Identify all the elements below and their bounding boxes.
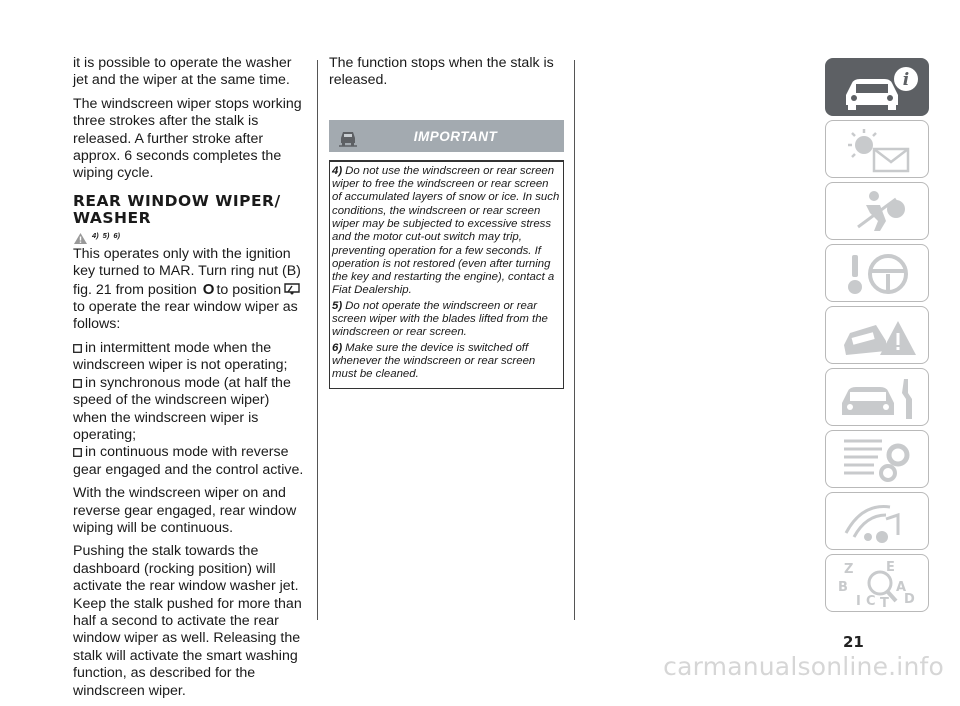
list-item-text: in synchronous mode (at half the speed of the windscreen wiper) when the windscreen wiper is operating;: [73, 374, 291, 443]
airbag-safety-icon: [836, 187, 920, 237]
svg-text:I: I: [856, 594, 861, 609]
note-text: Make sure the device is switched off whenever the windscreen or rear screen must be cleaned.: [332, 341, 536, 381]
paragraph: The function stops when the stalk is released.: [329, 55, 554, 89]
list-item: [73, 340, 305, 375]
tab-index[interactable]: [825, 554, 929, 612]
paragraph: The windscreen wiper stops working three strokes after the stalk is released. A further stroke after approx. 6 seconds completes the wiping cycle.: [73, 95, 302, 182]
svg-text:E: E: [886, 560, 895, 575]
bullet-list: [73, 340, 305, 479]
tab-warning-lights[interactable]: [825, 120, 929, 178]
rear-wiper-icon: [283, 282, 301, 296]
bullet-icon: [73, 344, 82, 353]
important-header: [329, 120, 564, 152]
svg-text:A: A: [896, 580, 907, 595]
note-item: [332, 342, 561, 382]
index-icon: [836, 559, 920, 609]
page-number: 21: [843, 633, 864, 651]
important-title: IMPORTANT: [413, 128, 498, 144]
multimedia-icon: [836, 497, 920, 547]
svg-text:i: i: [902, 70, 910, 90]
tab-maintenance[interactable]: [825, 368, 929, 426]
tab-car-info[interactable]: [825, 58, 929, 116]
watermark-text: carmanualsonline.info: [663, 652, 944, 681]
column-divider: [574, 60, 575, 620]
paragraph: [73, 246, 305, 334]
ref-5[interactable]: 5): [102, 231, 110, 241]
warning-lights-icon: [836, 125, 920, 175]
important-notes: [329, 160, 564, 389]
note-item: [332, 300, 561, 340]
key-steering-icon: [836, 249, 920, 299]
list-item-text: in continuous mode with reverse gear engaged and the control active.: [73, 444, 304, 478]
tab-technical-data[interactable]: [825, 430, 929, 488]
warning-icon: [73, 232, 88, 245]
tab-emergency[interactable]: [825, 306, 929, 364]
column-divider: [317, 60, 318, 620]
bullet-icon: [73, 448, 82, 457]
section-heading: REAR WINDOW WIPER/ WASHER: [73, 191, 281, 227]
svg-text:Z: Z: [844, 562, 854, 577]
car-maintenance-icon: [836, 373, 920, 423]
ref-4[interactable]: 4): [92, 231, 99, 241]
left-column: [73, 55, 305, 706]
svg-text:C: C: [866, 594, 876, 609]
emergency-icon: [836, 311, 920, 361]
text: to position: [216, 281, 282, 298]
paragraph: it is possible to operate the washer jet and the wiper at the same time.: [73, 55, 292, 89]
note-number: 5): [332, 299, 343, 312]
svg-text:B: B: [838, 580, 848, 595]
tab-multimedia[interactable]: [825, 492, 929, 550]
text: to operate the rear window wiper as follows:: [73, 299, 298, 333]
position-o-symbol: O: [202, 280, 215, 298]
tab-starting-driving[interactable]: [825, 244, 929, 302]
car-info-icon: [836, 63, 920, 113]
ref-6[interactable]: 6): [113, 231, 121, 241]
tab-safety[interactable]: [825, 182, 929, 240]
svg-text:T: T: [880, 596, 889, 609]
paragraph: Pushing the stalk towards the dashboard (rocking position) will activate the rear window washer jet. Keep the stalk pushed for more than half a second to activate the rear window wiper as well. Releasing the stalk will activate the smart washing function, as described for the windscreen wiper.: [73, 543, 302, 699]
bullet-icon: [73, 379, 82, 388]
note-text: Do not use the windscreen or rear screen wiper to free the windscreen or rear screen of accumulated layers of snow or ice. In such conditions, the windscreen or rear screen wiper may be subjected to excessive stress and the motor cut-out switch may trip, preventing operation for a few seconds. If operation is not restored (even after turning the key and restarting the engine), contact a Fiat Dealership.: [332, 164, 560, 297]
list-item-text: in intermittent mode when the windscreen wiper is not operating;: [73, 339, 288, 374]
note-item: [332, 165, 561, 298]
list-item: [73, 375, 305, 445]
list-item: [73, 444, 305, 479]
note-number: 4): [332, 164, 343, 177]
warning-refs: [73, 229, 305, 245]
note-text: Do not operate the windscreen or rear screen wiper with the blades lifted from the windscreen or rear screen.: [332, 299, 548, 339]
right-column: [329, 55, 564, 389]
paragraph: With the windscreen wiper on and reverse gear engaged, rear window wiping will be continuous.: [73, 485, 297, 536]
text: This operates only with the ignition key turned to MAR. Turn ring nut (B) fig. 21 from position: [73, 245, 301, 298]
svg-text:D: D: [904, 592, 915, 607]
technical-data-icon: [836, 435, 920, 485]
note-number: 6): [332, 341, 343, 354]
